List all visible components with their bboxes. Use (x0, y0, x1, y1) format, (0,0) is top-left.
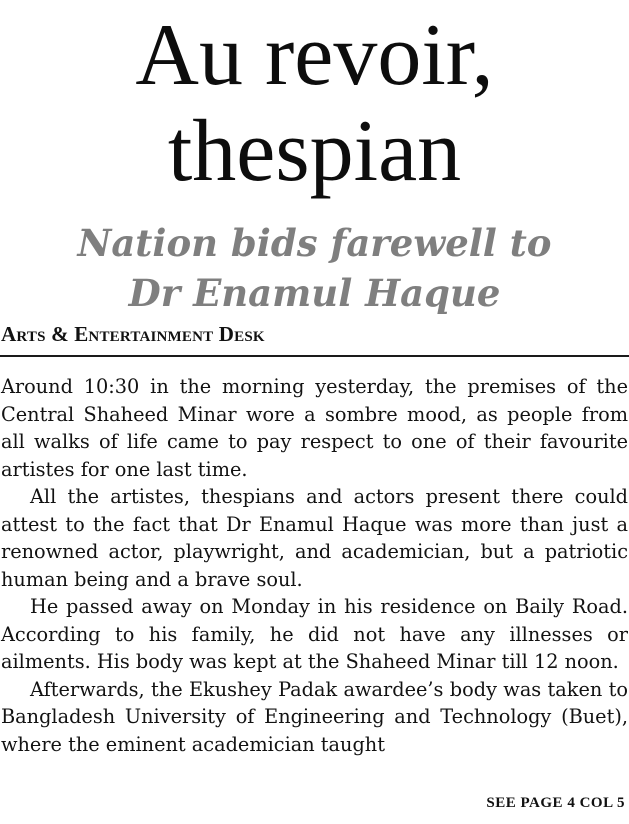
headline-line-2: thespian (167, 103, 462, 200)
article-body (1, 373, 628, 758)
body-paragraph-3: He passed away on Monday in his residence on Baily Road. According to his family, he did not have any illnesses or ailments. His body was kept at the Shaheed Minar till 12 noon. (1, 595, 628, 673)
continuation-jump-line[interactable]: SEE PAGE 4 COL 5 (486, 795, 625, 811)
body-paragraph-1: Around 10:30 in the morning yesterday, the premises of the Central Shaheed Minar wore a sombre mood, as people from all walks of life came to pay respect to one of their favourite artistes for one last time. (1, 375, 628, 481)
article-headline (0, 8, 629, 200)
article-subheadline (0, 218, 629, 318)
byline-divider (0, 355, 629, 357)
body-paragraph-4: Afterwards, the Ekushey Padak awardee’s body was taken to Bangladesh University of Engineering and Technology (Buet), where the eminent academician taught (1, 677, 628, 756)
headline-line-1: Au revoir, (135, 7, 494, 104)
subheadline-line-2: Dr Enamul Haque (128, 271, 501, 315)
article-byline: Arts & Entertainment Desk (1, 322, 265, 346)
subheadline-line-1: Nation bids farewell to (77, 221, 552, 265)
body-paragraph-2: All the artistes, thespians and actors present there could attest to the fact that Dr Enamul Haque was more than just a renowned actor, playwright, and academician, but a patriotic human being and a brave soul. (1, 485, 628, 591)
